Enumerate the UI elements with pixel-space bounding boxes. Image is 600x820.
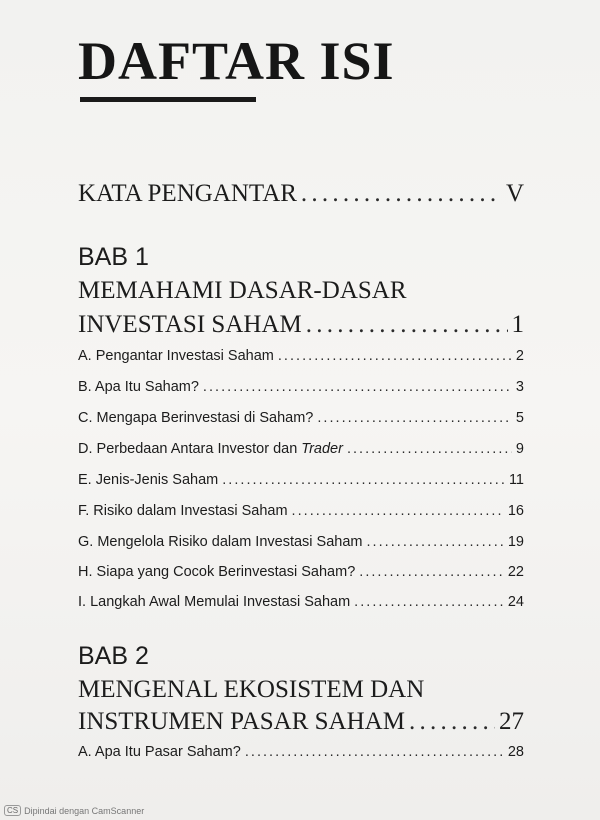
entry-text: F. Risiko dalam Investasi Saham bbox=[78, 503, 288, 519]
dot-leader bbox=[278, 348, 512, 364]
toc-entry[interactable] bbox=[78, 379, 524, 395]
dot-leader bbox=[359, 564, 504, 580]
dot-leader bbox=[409, 708, 495, 736]
toc-entry[interactable] bbox=[78, 564, 524, 580]
chapter-1-label: BAB 1 bbox=[78, 243, 149, 271]
dot-leader bbox=[222, 472, 505, 488]
toc-entry[interactable] bbox=[78, 594, 524, 610]
entry-page: 24 bbox=[507, 594, 524, 610]
entry-text bbox=[78, 441, 343, 457]
dot-leader bbox=[203, 379, 512, 395]
dot-leader bbox=[301, 180, 502, 208]
camscanner-logo-icon: CS bbox=[4, 805, 21, 816]
entry-text-italic: Trader bbox=[301, 441, 343, 457]
entry-text: A. Pengantar Investasi Saham bbox=[78, 348, 274, 364]
entry-page: 3 bbox=[515, 379, 524, 395]
chapter-2-label: BAB 2 bbox=[78, 642, 149, 670]
watermark-text: Dipindai dengan CamScanner bbox=[24, 805, 145, 816]
entry-page: 5 bbox=[515, 410, 524, 426]
entry-page: 16 bbox=[507, 503, 524, 519]
title-underline bbox=[80, 97, 256, 102]
dot-leader bbox=[347, 441, 512, 457]
dot-leader bbox=[317, 410, 512, 426]
entry-page: 19 bbox=[507, 534, 524, 550]
entry-page: 9 bbox=[515, 441, 524, 457]
chapter-2-title-line1: MENGENAL EKOSISTEM DAN bbox=[78, 676, 425, 703]
preface-label: KATA PENGANTAR bbox=[78, 180, 297, 207]
entry-page: 22 bbox=[507, 564, 524, 580]
toc-entry[interactable] bbox=[78, 348, 524, 364]
page-title: DAFTAR ISI bbox=[78, 31, 395, 91]
toc-entry[interactable] bbox=[78, 744, 524, 760]
chapter-1-page: 1 bbox=[511, 311, 524, 338]
chapter-2-page: 27 bbox=[499, 708, 524, 735]
dot-leader bbox=[367, 534, 504, 550]
entry-page: 11 bbox=[508, 472, 524, 488]
entry-text-main: D. Perbedaan Antara Investor dan bbox=[78, 441, 302, 457]
dot-leader bbox=[292, 503, 504, 519]
chapter-2-title-line2[interactable] bbox=[78, 708, 524, 736]
chapter-1-title-line1: MEMAHAMI DASAR-DASAR bbox=[78, 277, 407, 304]
entry-page: 28 bbox=[507, 744, 524, 760]
entry-text: G. Mengelola Risiko dalam Investasi Saham bbox=[78, 534, 363, 550]
scanner-watermark bbox=[4, 805, 144, 816]
toc-entry[interactable] bbox=[78, 534, 524, 550]
toc-entry[interactable] bbox=[78, 472, 524, 488]
entry-page: 2 bbox=[515, 348, 524, 364]
toc-entry[interactable] bbox=[78, 503, 524, 519]
entry-text: E. Jenis-Jenis Saham bbox=[78, 472, 219, 488]
dot-leader bbox=[306, 311, 508, 339]
toc-preface[interactable] bbox=[78, 180, 524, 208]
chapter-1-title-line2[interactable] bbox=[78, 311, 524, 339]
dot-leader bbox=[354, 594, 504, 610]
chapter-2-title: INSTRUMEN PASAR SAHAM bbox=[78, 708, 405, 735]
toc-entry[interactable] bbox=[78, 441, 524, 457]
entry-text: A. Apa Itu Pasar Saham? bbox=[78, 744, 241, 760]
entry-text: C. Mengapa Berinvestasi di Saham? bbox=[78, 410, 314, 426]
dot-leader bbox=[245, 744, 504, 760]
chapter-1-title: INVESTASI SAHAM bbox=[78, 311, 302, 338]
toc-entry[interactable] bbox=[78, 410, 524, 426]
entry-text: I. Langkah Awal Memulai Investasi Saham bbox=[78, 594, 351, 610]
entry-text: B. Apa Itu Saham? bbox=[78, 379, 199, 395]
entry-text: H. Siapa yang Cocok Berinvestasi Saham? bbox=[78, 564, 356, 580]
preface-page: V bbox=[505, 180, 524, 207]
